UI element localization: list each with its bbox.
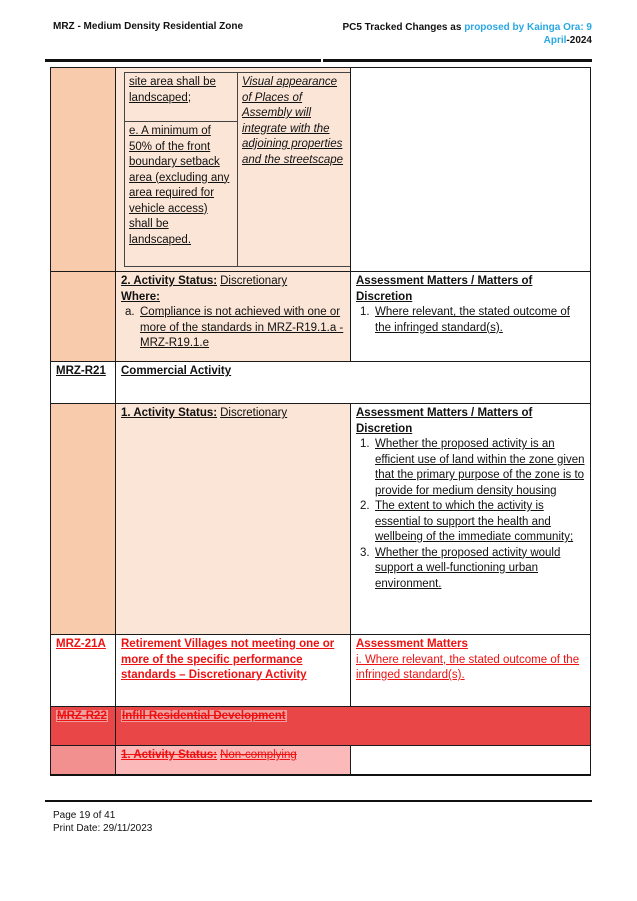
header-divider-right xyxy=(323,59,592,62)
nested-standards-table xyxy=(124,72,351,267)
status-value: Discretionary xyxy=(220,407,288,419)
status-label: 1. Activity Status: xyxy=(121,749,218,761)
page-number: Page 19 of 41 xyxy=(53,810,116,821)
header-document-title xyxy=(312,21,592,47)
assessment-text: Where relevant, the stated outcome of the infringed standard(s). xyxy=(375,306,570,334)
empty-assessment-cell xyxy=(351,746,591,775)
rule-id-cell xyxy=(51,362,116,404)
status-label: 2. Activity Status: xyxy=(121,275,218,287)
status-label: 1. Activity Status: xyxy=(121,407,218,419)
r21-heading-row xyxy=(51,362,591,404)
rule-heading-cell xyxy=(116,635,351,707)
activity-status-cell xyxy=(116,404,351,635)
activity-status-cell xyxy=(116,272,351,362)
empty-assessment-cell xyxy=(351,68,591,272)
assessment-item-text: The extent to which the activity is essential to support the health and wellbeing of the immediate community; xyxy=(375,500,574,543)
continuation-row xyxy=(51,68,591,272)
page-footer xyxy=(53,810,152,835)
rule-id-cell-blank xyxy=(51,404,116,635)
r22-status-row xyxy=(51,746,591,775)
standard-e-cell xyxy=(125,122,238,267)
assessment-item xyxy=(360,305,585,336)
assessment-item xyxy=(360,437,585,499)
rule-id-cell xyxy=(51,635,116,707)
header-year: -2024 xyxy=(566,35,592,46)
condition-marker: a. xyxy=(125,306,135,318)
assessment-text: i. Where relevant, the stated outcome of the infringed standard(s). xyxy=(356,653,580,681)
assessment-cell xyxy=(351,635,591,707)
assessment-title: Assessment Matters / Matters of Discretion xyxy=(356,275,533,303)
status-value: Discretionary xyxy=(220,275,288,287)
header-zone-title: MRZ - Medium Density Residential Zone xyxy=(53,21,244,32)
rule-id-text: MRZ-R22 xyxy=(57,710,107,722)
rule-id-text: MRZ-21A xyxy=(56,638,106,650)
header-april-insert: April xyxy=(543,35,567,46)
rule-heading-cell xyxy=(116,362,591,404)
header-pc5-label: PC5 Tracked Changes as xyxy=(342,22,465,33)
footer-divider xyxy=(45,800,592,802)
header-proposed-by-insert: proposed by Kainga Ora: 9 xyxy=(464,22,592,33)
standard-d-end-text: site area shall be landscaped; xyxy=(129,76,216,104)
assessment-title: Assessment Matters xyxy=(356,638,468,650)
r19-status2-row xyxy=(51,272,591,362)
assessment-cell xyxy=(351,404,591,635)
header-divider-left xyxy=(45,59,321,62)
assessment-title: Assessment Matters / Matters of Discretion xyxy=(356,407,533,435)
rule-heading-text: Commercial Activity xyxy=(121,365,232,377)
assessment-marker: 1. xyxy=(360,306,370,318)
rule-id-cell-blank xyxy=(51,272,116,362)
assessment-item-marker: 1. xyxy=(360,438,370,450)
r22-heading-row xyxy=(51,707,591,746)
standards-cell xyxy=(116,68,351,272)
rule-heading-text: Retirement Villages not meeting one or more of the specific performance standards – Discretionary Activity xyxy=(121,638,335,681)
activity-status-cell xyxy=(116,746,351,775)
outcome-note-text: Visual appearance of Places of Assembly will integrate with the adjoining properties and the streetscape xyxy=(242,76,344,166)
rule-id-cell-blank xyxy=(51,746,116,775)
rule-heading-cell xyxy=(116,707,591,746)
zone-rules-table xyxy=(50,67,591,776)
status-value: Non-complying xyxy=(220,749,297,761)
assessment-cell xyxy=(351,272,591,362)
outcome-note-cell xyxy=(238,73,351,267)
assessment-item xyxy=(360,546,585,593)
assessment-item xyxy=(360,499,585,546)
standard-d-end-cell xyxy=(125,73,238,122)
print-date: Print Date: 29/11/2023 xyxy=(53,822,153,834)
rule-id-cell-blank xyxy=(51,68,116,272)
assessment-item-text: Whether the proposed activity would support a well-functioning urban environment. xyxy=(375,546,561,590)
where-label: Where: xyxy=(121,290,160,303)
condition-text: Compliance is not achieved with one or more of the standards in MRZ-R19.1.a - MRZ-R19.1.e xyxy=(140,306,344,349)
r21a-row xyxy=(51,635,591,707)
rule-id-text: MRZ-R21 xyxy=(56,365,106,377)
rule-heading-text: Infill Residential Development xyxy=(122,710,286,722)
r21-status-row xyxy=(51,404,591,635)
assessment-item-marker: 2. xyxy=(360,500,370,512)
rule-id-cell xyxy=(51,707,116,746)
assessment-item-text: Whether the proposed activity is an efficient use of land within the zone given that the primary purpose of the zone is to provide for medium density housing xyxy=(375,438,585,497)
assessment-item-marker: 3. xyxy=(360,546,370,559)
condition-item xyxy=(125,305,345,352)
standard-e-text: e. A minimum of 50% of the front boundary setback area (excluding any area required for vehicle access) shall be landscaped. xyxy=(129,125,230,246)
